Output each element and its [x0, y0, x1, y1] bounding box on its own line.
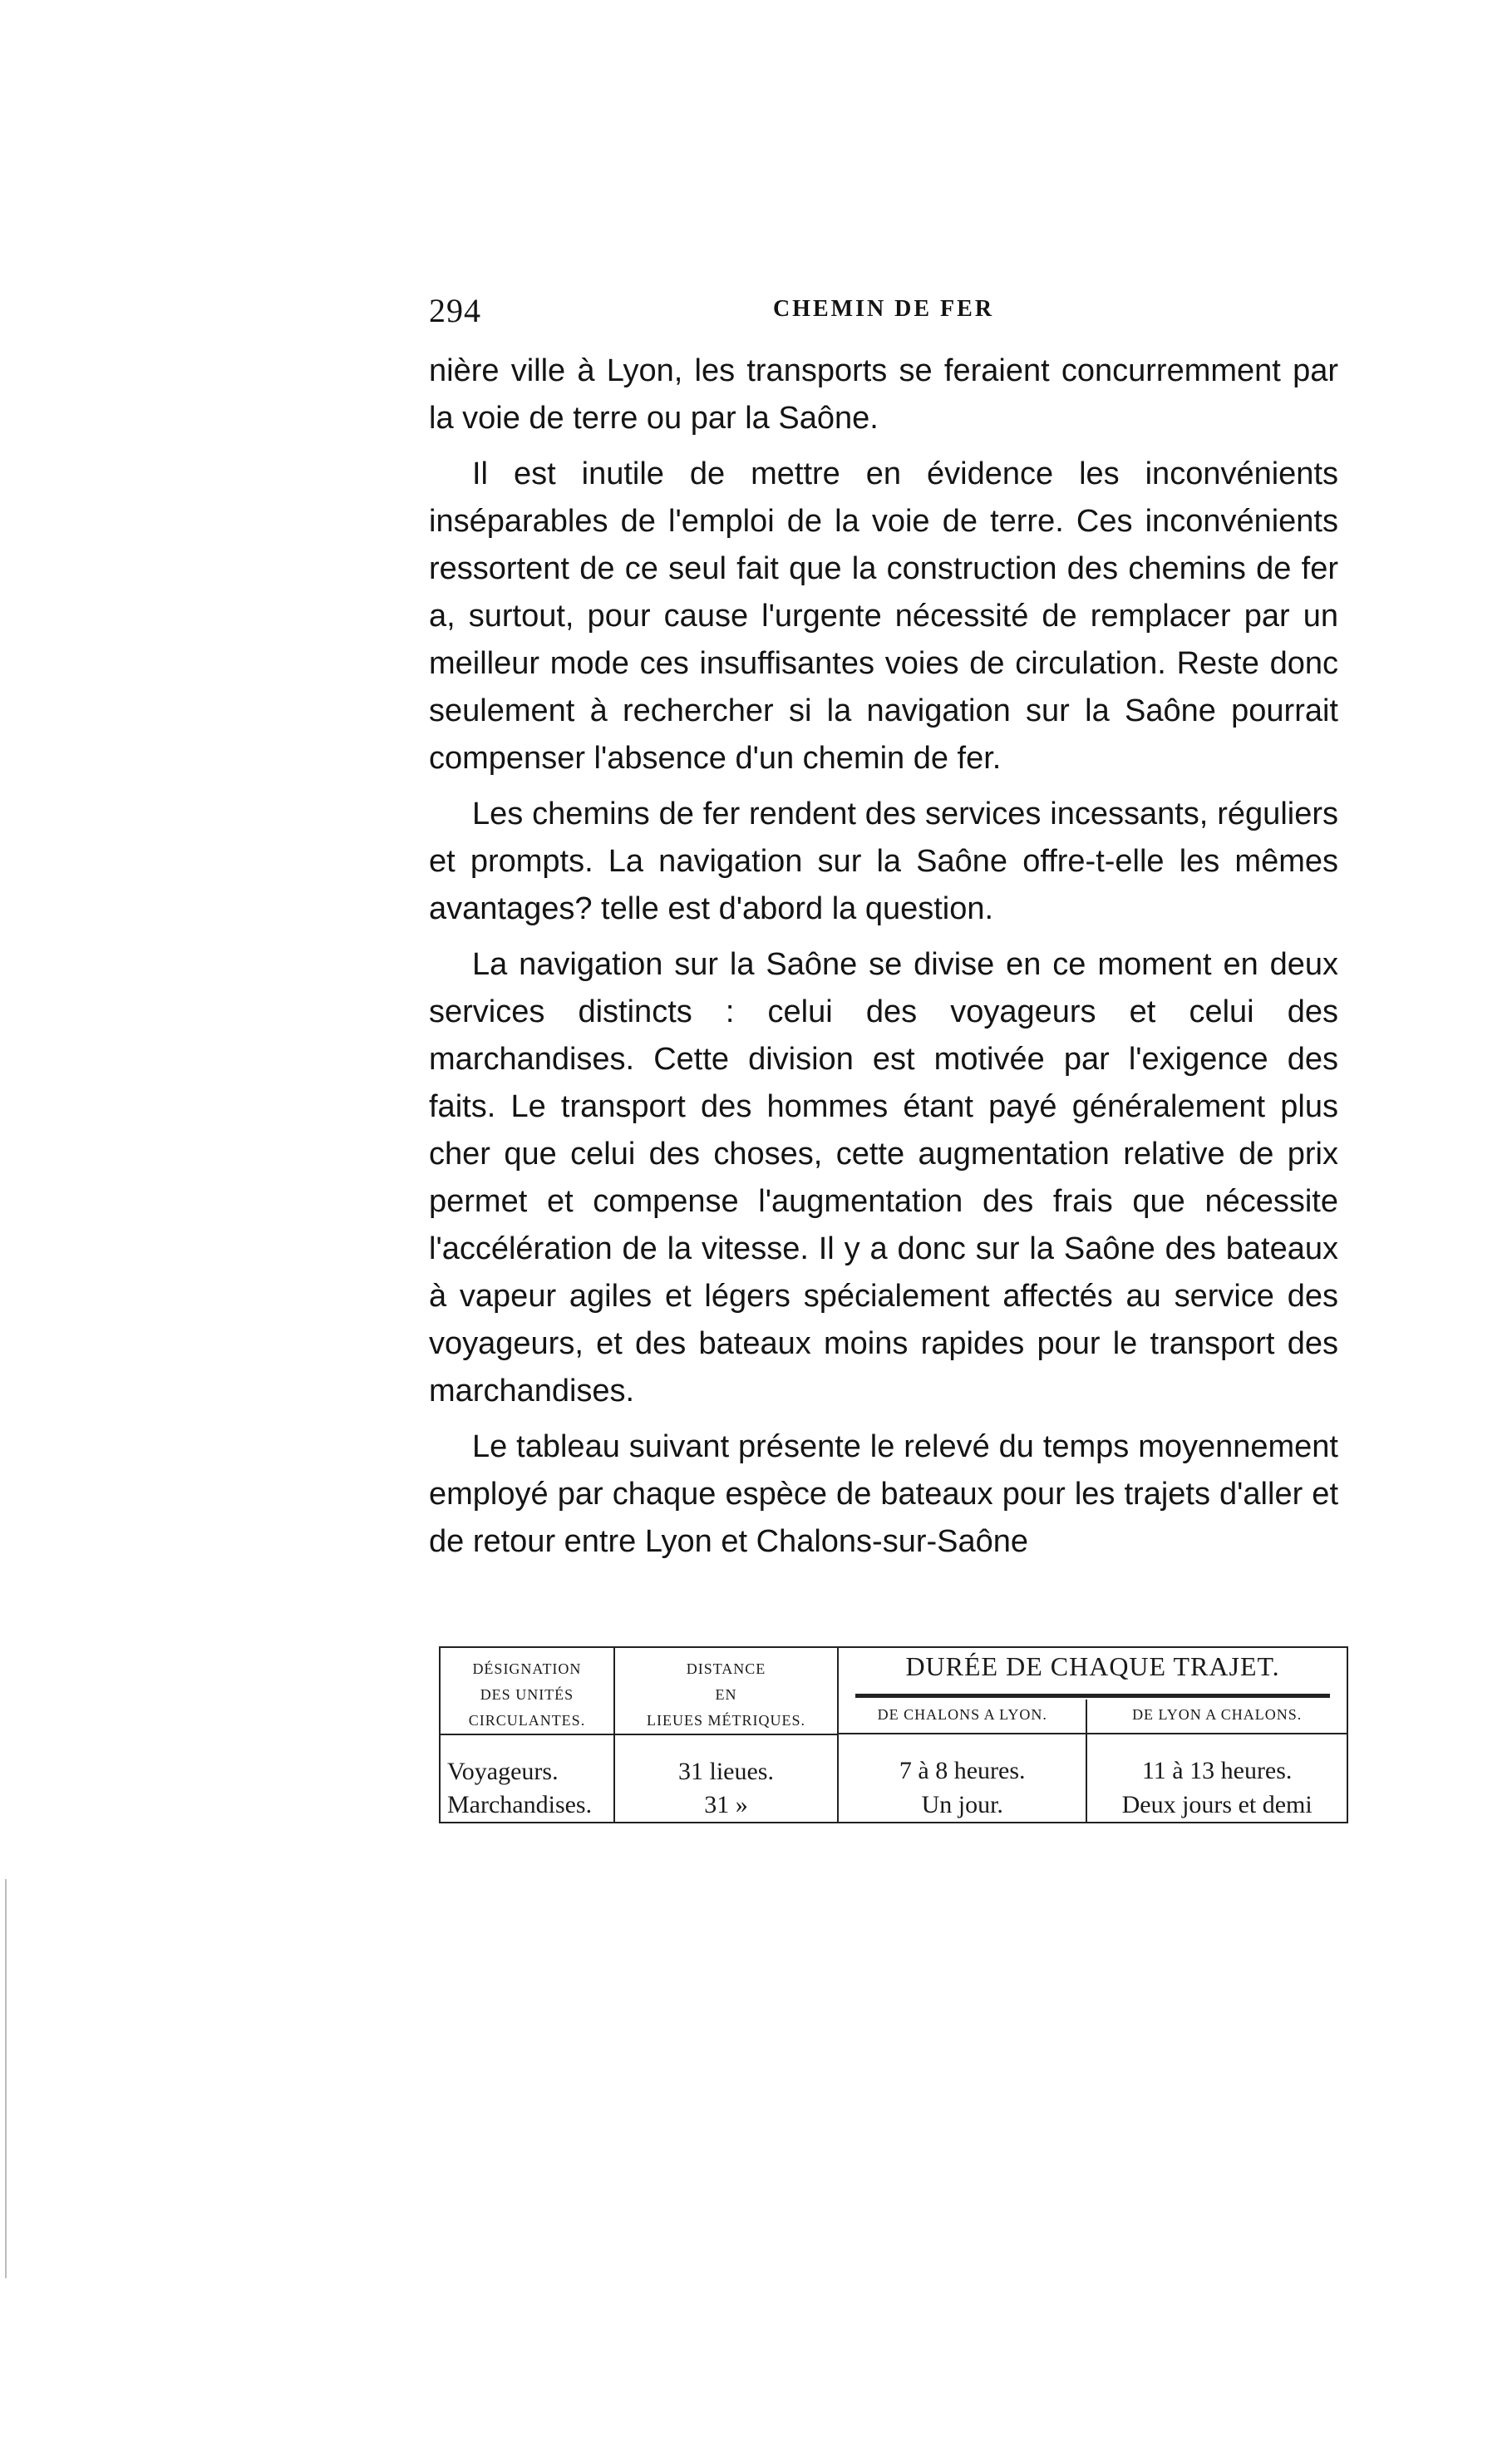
header-distance-line-2: EN [715, 1686, 737, 1703]
header-designation [440, 1647, 614, 1734]
page-number: 294 [429, 292, 481, 329]
paragraph-1: nière ville à Lyon, les transports se feraient concurremment par la voie de terre ou par la Saône. [429, 353, 1338, 436]
header-duration-title: DURÉE DE CHAQUE TRAJET. [905, 1651, 1280, 1681]
header-distance-line-1: DISTANCE [686, 1660, 766, 1677]
header-designation-line-1: DÉSIGNATION [472, 1660, 582, 1677]
cell-designation: Voyageurs. [440, 1734, 614, 1788]
header-chalons-lyon: DE CHALONS A LYON. [838, 1700, 1086, 1734]
cell-designation: Marchandises. [440, 1788, 614, 1823]
cell-distance: 31 lieues. [614, 1734, 838, 1788]
scan-edge-mark [5, 1879, 9, 2278]
header-designation-line-3: CIRCULANTES. [468, 1712, 586, 1729]
running-title: CHEMIN DE FER [772, 296, 995, 322]
header-brace [855, 1694, 1330, 1698]
header-lyon-chalons: DE LYON A CHALONS. [1086, 1700, 1347, 1734]
header-duration-group [838, 1647, 1347, 1700]
paragraph-4: La navigation sur la Saône se divise en ce moment en deux services distincts : celui des voyageurs et celui des marchandises. Cette division est motivée par l'exigence des faits. Le transport des hommes étant payé généralement plus cher que celui des choses, cette augmentation relative de prix permet et compense l'augmentation des frais que nécessite l'accélération de la vitesse. Il y a donc sur la Saône des bateaux à vapeur agiles et légers spécialement affectés au service des voyageurs, et des bateaux moins rapides pour le transport des marchandises. [429, 947, 1338, 1409]
paragraph-2: Il est inutile de mettre en évidence les inconvénients inséparables de l'emploi de la voie de terre. Ces inconvénients ressortent de ce seul fait que la construction des chemins de fer a, surtout, pour cause l'urgente nécessité de remplacer par un meilleur mode ces insuffisantes voies de circulation. Reste donc seulement à rechercher si la navigation sur la Saône pourrait compenser l'absence d'un chemin de fer. [429, 456, 1338, 776]
cell-lyon-chalons: Deux jours et demi [1086, 1788, 1347, 1823]
cell-distance: 31 » [614, 1788, 838, 1823]
timetable-grid [439, 1646, 1348, 1823]
cell-chalons-lyon: 7 à 8 heures. [838, 1734, 1086, 1788]
body-text [429, 348, 1338, 1574]
table-row [440, 1788, 1347, 1823]
header-distance-line-3: LIEUES MÉTRIQUES. [647, 1712, 805, 1729]
paragraph-3: Les chemins de fer rendent des services incessants, réguliers et prompts. La navigation sur la Saône offre-t-elle les mêmes avantages? telle est d'abord la question. [429, 797, 1338, 926]
header-designation-line-2: DES UNITÉS [480, 1686, 574, 1703]
timetable [439, 1646, 1348, 1823]
cell-lyon-chalons: 11 à 13 heures. [1086, 1734, 1347, 1788]
page-header [429, 291, 1338, 341]
paragraph-5: Le tableau suivant présente le relevé du temps moyennement employé par chaque espèce de bateaux pour les trajets d'aller et de retour entre Lyon et Chalons-sur-Saône [429, 1429, 1338, 1559]
header-distance [614, 1647, 838, 1734]
cell-chalons-lyon: Un jour. [838, 1788, 1086, 1823]
table-row [440, 1734, 1347, 1788]
